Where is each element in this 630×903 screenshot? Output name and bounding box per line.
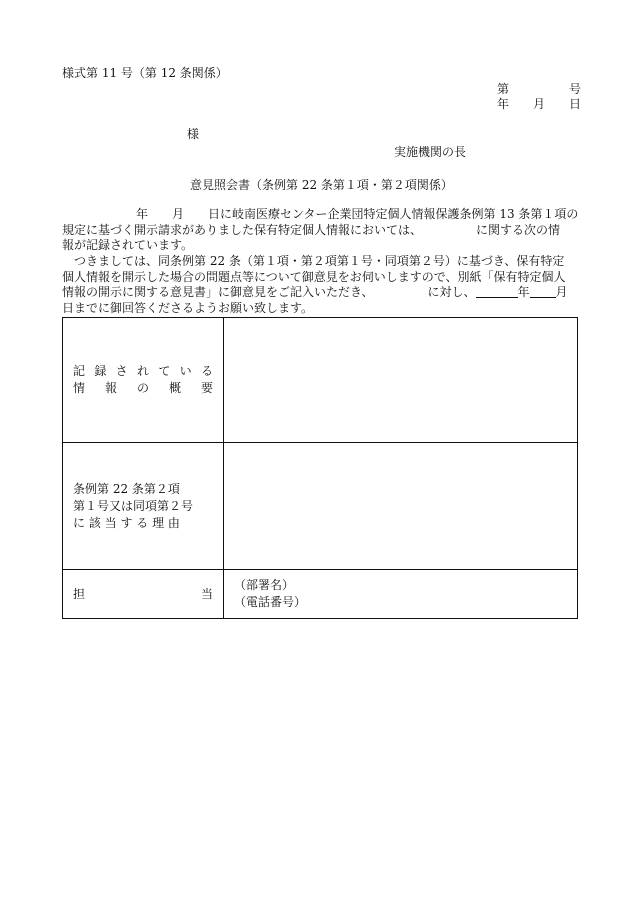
body-p2-line3 <box>62 285 582 301</box>
summary-value-cell[interactable] <box>224 318 578 443</box>
reply-year-blank[interactable] <box>476 285 518 298</box>
contact-label-line: 担 当 <box>73 586 213 601</box>
addressee-honorific: 様 <box>187 127 200 141</box>
form-number: 様式第 11 号（第 12 条関係） <box>62 66 228 80</box>
document-title: 意見照会書（条例第 22 条第１項・第２項関係） <box>190 178 453 192</box>
summary-label <box>63 318 224 443</box>
reason-label <box>63 443 224 570</box>
contact-label <box>63 570 224 619</box>
date-year: 年 <box>497 97 510 111</box>
body-p2-line4: 日までに御回答くださるようお願い致します。 <box>62 300 314 315</box>
contact-value-cell[interactable] <box>224 570 578 619</box>
reply-month-blank[interactable] <box>530 285 556 298</box>
doc-number-suffix: 号 <box>569 82 582 96</box>
summary-label-line1: 記 録 さ れ て い る <box>73 364 213 378</box>
reason-row <box>63 443 578 570</box>
reply-month-label: 月 <box>555 285 568 299</box>
body-p2-line2: 個人情報を開示した場合の問題点等について御意見をお伺いしますので、別紙「保有特定個人 <box>62 269 566 284</box>
body-p1-line1: 年 月 日に岐南医療センター企業団特定個人情報保護条例第 13 条第１項の <box>136 207 579 221</box>
body-p1-line3: 報が記録されています。 <box>62 238 194 252</box>
reply-year-label: 年 <box>517 285 530 299</box>
body-p1-line2: 規定に基づく開示請求がありました保有特定個人情報においては、 に関する次の情 <box>62 222 561 237</box>
date-month: 月 <box>533 97 546 111</box>
body-paragraph-1 <box>62 207 582 254</box>
body-paragraph-2 <box>62 254 582 316</box>
summary-label-line2: 情 報 の 概 要 <box>73 381 213 395</box>
reason-value-cell[interactable] <box>224 443 578 570</box>
doc-number-prefix: 第 <box>497 82 510 96</box>
sender-title: 実施機関の長 <box>394 145 467 159</box>
reason-label-line2: 第１号又は同項第２号 <box>73 498 194 513</box>
body-p2-line3-text: 情報の開示に関する意見書」に御意見をご記入いただき、 に対し、 <box>62 285 476 299</box>
contact-dept: （部署名） <box>234 578 295 592</box>
opinion-form-table <box>62 317 578 619</box>
contact-row <box>63 570 578 619</box>
contact-phone: （電話番号） <box>234 595 307 609</box>
date-day: 日 <box>569 97 582 111</box>
summary-row <box>63 318 578 443</box>
reason-label-line3: に 該 当 す る 理 由 <box>73 515 180 530</box>
body-p2-line1: つきましては、同条例第 22 条（第１項・第２項第１号・同項第２号）に基づき、保有特定 <box>74 254 565 268</box>
reason-label-line1: 条例第 22 条第２項 <box>73 481 180 496</box>
